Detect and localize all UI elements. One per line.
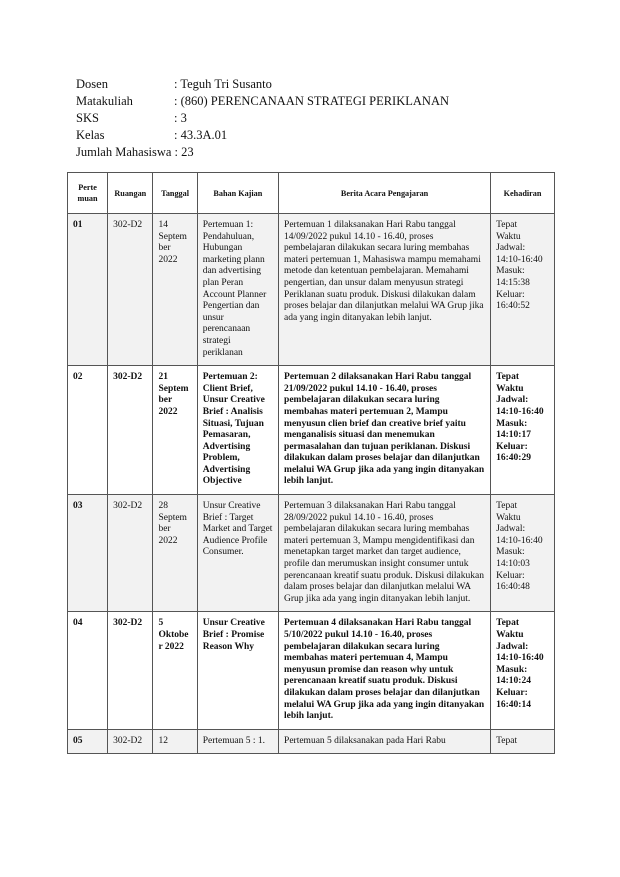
table-row xyxy=(68,612,555,729)
kehadiran-masuk: Masuk: xyxy=(496,266,525,277)
kehadiran-jadwal: Jadwal: xyxy=(496,524,526,535)
row-bahan: Unsur Creative Brief : Promise Reason Why xyxy=(197,612,278,729)
col-tanggal: Tanggal xyxy=(153,173,197,214)
row-ruangan: 302-D2 xyxy=(108,612,153,729)
row-kehadiran xyxy=(491,612,555,729)
kehadiran-jadwal: Jadwal: xyxy=(496,243,526,254)
kehadiran-waktu: Waktu xyxy=(496,630,524,640)
matakuliah-label: Matakuliah xyxy=(76,94,133,108)
kehadiran-keluar: Keluar: xyxy=(496,687,528,698)
kehadiran-jam: 14:10-16:40 xyxy=(496,406,544,417)
kelas-row xyxy=(76,127,449,144)
row-bahan: Pertemuan 1: Pendahuluan, Hubungan marketing plann dan advertising plan Peran Account Planner Pengertian dan unsur perencanaan strategi periklanan xyxy=(197,214,278,366)
kehadiran-keluar: Keluar: xyxy=(496,289,525,300)
row-ruangan: 302-D2 xyxy=(108,214,153,366)
sks-label: SKS xyxy=(76,111,99,125)
row-berita: Pertemuan 1 dilaksanakan Hari Rabu tanggal 14/09/2022 pukul 14.10 - 16.40, proses pembelajaran dilakukan secara luring membahas materi pertemuan 1, Mahasiswa mampu memahami metode dan ketentuan pembelajaran. Memahami pengertian, dan unsur dalam menyusun strategi Periklanan suatu produk. Diskusi dilakukan dalam proses belajar dan dilanjutkan melalui WA Grup jika ada yang ingin ditanyakan lebih lanjut. xyxy=(279,214,491,366)
row-bahan: Unsur Creative Brief : Target Market and Target Audience Profile Consumer. xyxy=(197,495,278,612)
kehadiran-masuk: Masuk: xyxy=(496,418,528,429)
kehadiran-waktu: Waktu xyxy=(496,512,521,523)
kehadiran-keluar: Keluar: xyxy=(496,441,528,452)
row-number: 05 xyxy=(68,729,108,754)
row-ruangan: 302-D2 xyxy=(108,729,153,754)
kehadiran-waktu: Waktu xyxy=(496,383,524,394)
attendance-table xyxy=(67,172,555,754)
table-header-row xyxy=(68,173,555,214)
jumlah-label: Jumlah Mahasiswa xyxy=(76,145,172,159)
kehadiran-masuk-jam: 14:15:38 xyxy=(496,277,530,288)
col-pertemuan: Perte muan xyxy=(68,173,108,214)
row-number: 02 xyxy=(68,366,108,495)
kehadiran-masuk-jam: 14:10:03 xyxy=(496,559,530,570)
row-berita: Pertemuan 3 dilaksanakan Hari Rabu tanggal 28/09/2022 pukul 14.10 - 16.40, proses pembelajaran dilakukan secara luring membahas materi pertemuan 3, Mampu mengidentifikasi dan menetapkan target market dan target audience, profile dan merumuskan insight consumer untuk perencanaan kreatif suatu produk. Diskusi dilakukan dalam proses belajar dan dilanjutkan melalui WA Grup jika ada yang ingin ditanyakan lebih lanjut. xyxy=(279,495,491,612)
col-berita-acara: Berita Acara Pengajaran xyxy=(279,173,491,214)
kehadiran-status: Tepat xyxy=(496,220,518,230)
dosen-label: Dosen xyxy=(76,77,108,91)
matakuliah-row xyxy=(76,93,449,110)
row-number: 03 xyxy=(68,495,108,612)
matakuliah-value: : (860) PERENCANAAN STRATEGI PERIKLANAN xyxy=(174,94,449,108)
kehadiran-masuk: Masuk: xyxy=(496,547,525,558)
col-ruangan: Ruangan xyxy=(108,173,153,214)
kehadiran-keluar-jam: 16:40:52 xyxy=(496,301,530,312)
row-ruangan: 302-D2 xyxy=(108,495,153,612)
jumlah-value: : 23 xyxy=(174,145,194,159)
kehadiran-keluar-jam: 16:40:14 xyxy=(496,699,531,710)
row-kehadiran xyxy=(491,214,555,366)
jumlah-row xyxy=(76,144,449,161)
kehadiran-keluar: Keluar: xyxy=(496,570,525,581)
kehadiran-jam: 14:10-16:40 xyxy=(496,535,543,546)
kehadiran-waktu: Waktu xyxy=(496,231,521,242)
row-number: 01 xyxy=(68,214,108,366)
kehadiran-jam: 14:10-16:40 xyxy=(496,254,543,265)
row-berita: Pertemuan 2 dilaksanakan Hari Rabu tanggal 21/09/2022 pukul 14.10 - 16.40, proses pembelajaran dilakukan secara luring membahas materi pertemuan 2, Mampu menyusun clien brief dan creative brief yaitu menganalisis situasi dan menemukan permasalahan dan tujuan periklanan. Diskusi dilakukan dalam proses belajar dan dilanjutkan melalui WA Grup jika ada yang ingin ditanyakan lebih lanjut. xyxy=(279,366,491,495)
course-header xyxy=(76,76,449,161)
row-tanggal: 5 Oktobe r 2022 xyxy=(153,612,197,729)
kehadiran-keluar-jam: 16:40:29 xyxy=(496,453,531,464)
row-tanggal: 14 Septem ber 2022 xyxy=(153,214,197,366)
row-berita: Pertemuan 4 dilaksanakan Hari Rabu tanggal 5/10/2022 pukul 14.10 - 16.40, proses pembelajaran dilakukan secara luring membahas materi pertemuan 4, Mampu menyusun promise dan reason why untuk perencanaan kreatif suatu produk. Diskusi dilakukan dalam proses belajar dan dilanjutkan melalui WA Grup jika ada yang ingin ditanyakan lebih lanjut. xyxy=(279,612,491,729)
kehadiran-status: Tepat xyxy=(496,501,518,512)
row-kehadiran xyxy=(491,729,555,754)
dosen-value: : Teguh Tri Susanto xyxy=(174,77,272,91)
sks-value: : 3 xyxy=(174,111,187,125)
sks-row xyxy=(76,110,449,127)
table-row xyxy=(68,495,555,612)
kelas-value: : 43.3A.01 xyxy=(174,128,228,142)
row-ruangan: 302-D2 xyxy=(108,366,153,495)
kehadiran-masuk-jam: 14:10:17 xyxy=(496,430,531,441)
kehadiran-masuk: Masuk: xyxy=(496,664,528,675)
kehadiran-status: Tepat xyxy=(496,618,520,629)
kehadiran-keluar-jam: 16:40:48 xyxy=(496,582,530,593)
kehadiran-jam: 14:10-16:40 xyxy=(496,653,544,664)
table-row xyxy=(68,366,555,495)
table-row xyxy=(68,729,555,754)
kelas-label: Kelas xyxy=(76,128,105,142)
dosen-row xyxy=(76,76,449,93)
col-kehadiran: Kehadiran xyxy=(491,173,555,214)
kehadiran-status: Tepat xyxy=(496,735,518,746)
kehadiran-jadwal: Jadwal: xyxy=(496,395,529,406)
kehadiran-status: Tepat xyxy=(496,372,520,383)
kehadiran-jadwal: Jadwal: xyxy=(496,641,529,652)
col-bahan-kajian: Bahan Kajian xyxy=(197,173,278,214)
row-tanggal: 21 Septem ber 2022 xyxy=(153,366,197,495)
row-bahan: Pertemuan 5 : 1. xyxy=(197,729,278,754)
row-bahan: Pertemuan 2: Client Brief, Unsur Creative Brief : Analisis Situasi, Tujuan Pemasaran, Advertising Problem, Advertising Objective xyxy=(197,366,278,495)
row-number: 04 xyxy=(68,612,108,729)
row-kehadiran xyxy=(491,495,555,612)
row-berita: Pertemuan 5 dilaksanakan pada Hari Rabu xyxy=(279,729,491,754)
table-row xyxy=(68,214,555,366)
row-tanggal: 12 xyxy=(153,729,197,754)
row-tanggal: 28 Septem ber 2022 xyxy=(153,495,197,612)
row-kehadiran xyxy=(491,366,555,495)
kehadiran-masuk-jam: 14:10:24 xyxy=(496,676,531,687)
